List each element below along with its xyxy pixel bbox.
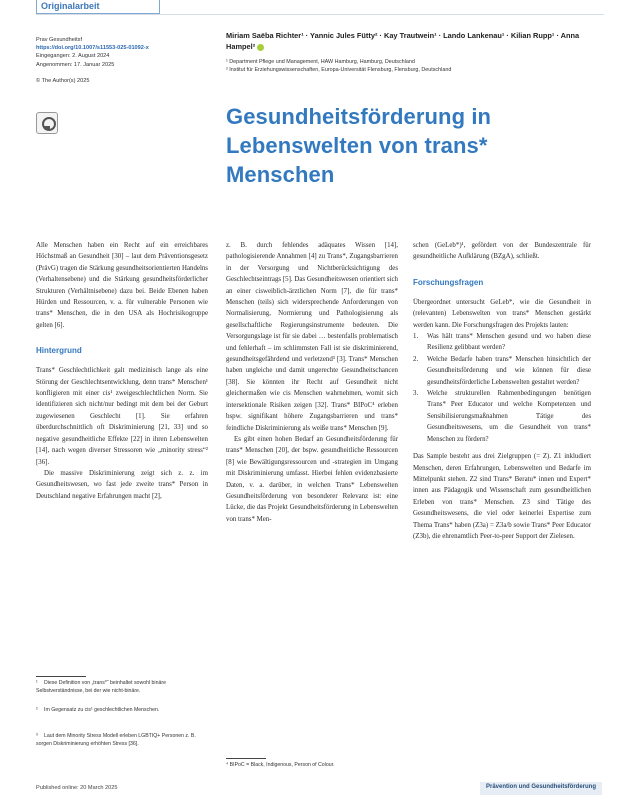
col3-intro: schen (GeLeb*)¹, gefördert von der Bundeszentrale für gesundheitliche Aufklärung (BZgA), schließt. [413,242,591,261]
footnote-4-text: BIPoC = Black, Indigenous, Person of Colour. [229,762,335,768]
footnote-2: ² Im Gegensatz zu cis¹ geschlechtlichen Menschen. [36,707,160,713]
author-list [226,30,606,52]
received-date: Eingegangen: 2. August 2024 [36,53,110,60]
journal-name-footer: Prävention und Gesundheitsförderung [480,782,602,795]
footnote-divider [36,676,86,677]
footnote-3-text: Laut dem Minority Stress Modell erleben LGBTIQ+ Personen z. B. sorgen Diskriminierung erhöhten Stress [36]. [36,733,196,748]
article-meta [36,36,211,85]
list-item: 3. Welche strukturellen Rahmenbedingungen benötigen Trans* Peer Educator und welche Kompetenzen und Sensibilisierungsmaßnahmen Tätige des Gesundheitswesens, um die Gesundheit von trans* Menschen zu fördern? [413,390,591,443]
question-3: Welche strukturellen Rahmenbedingungen benötigen Trans* Peer Educator und welche Kompetenzen und Sensibilisierungsmaßnahmen Tätige des Gesundheitswesens, um die Gesundheit von trans* Menschen zu fördern? [427,390,591,443]
publication-date: Published online: 20 March 2025 [36,785,118,791]
footnote-1: ¹ Diese Definition von „trans*“ beinhaltet sowohl binäre Selbstverständnisse, bei der wie nicht-binäre. [36,680,166,695]
section-label-tab [36,0,160,14]
copyright-notice: © The Author(s) 2025 [36,77,90,84]
accepted-date: Angenommen: 17. Januar 2025 [36,61,115,68]
article-title: Gesundheitsförderung in Lebenswelten von trans* Menschen [226,104,492,187]
column-1 [36,240,208,502]
footnote-1-text: Diese Definition von „trans*“ beinhaltet sowohl binäre Selbstverständnisse, bei der wie nicht-binäre. [36,680,166,695]
intro-paragraph: Alle Menschen haben ein Recht auf ein erreichbares Höchstmaß an Gesundheit [30] – laut dem Präventionsgesetz (PrävG) tragen die Stärkung gesundheitsorientierten Handelns (Verhaltensebene) und die Stärkung gesundheitsförderlicher Strukturen (Verhältnisebene) dazu bei. Beide Ebenen haben Hürden und Ressourcen, v. a. für vulnerable Personen wie trans* Menschen, die in den USA als Hochrisikogruppe gelten [6]. [36,242,208,329]
background-paragraph-2: Die massive Diskriminierung zeigt sich z. z. im Gesundheitswesen, wo fast jede zweite trans* Person in Deutschland negative Erfahrungen macht [2], [36,469,208,500]
list-item: 2. Welche Bedarfe haben trans* Menschen hinsichtlich der Gesundheitsförderung und wie können für diese gesundheitsförderliche Lebenswelten gestaltet werden? [413,355,591,386]
orcid-icon[interactable] [257,44,264,51]
affiliation-2: ² Institut für Erziehungswissenschaften, Europa-Universität Flensburg, Flensburg, Deutschland [226,67,452,74]
doi-link[interactable]: https://doi.org/10.1007/s11553-025-01092-x [36,45,149,52]
question-1: Was hält trans* Menschen gesund und wo haben diese Resilienz gelibbaut werden? [427,333,591,352]
col2-paragraph-1: z. B. durch fehlendes adäquates Wissen [14], pathologisierende Annahmen [4] zu Trans*, Zugangsbarrieren in der Versorgung und Nichtberücksichtigung des Geschlechtseintrags [5]. Das Gesundheitswesen orientiert sich an einer cisweiblich-ärztlichen Norm [7], die für trans* Menschen (teils) sich widersprechende Anforderungen von Normalisierung, Normierung und Pathologisierung als gesellschaftliche Regierungsinstrumente bedeuten. Die Versorgungslage ist für sie dabei … bestenfalls problematisch und fehlerhaft – im schlimmsten Fall ist sie diskriminierend, gesundheitsgefährdend und verletzend³ [3]. Trans* Menschen haben ungleiche und damit ungerechte Gesundheitschancen [38]. Sie könnten ihr Recht auf Gesundheit nicht gleichermaßen wie cis Menschen wahrnehmen, womit sich intersektionale Risiken zeigen [32]. Trans* BIPoC⁴ erleben bspw. signifikant höhere Zugangsbarrieren und trans* feindliche Diskriminierung als weiße trans* Menschen [9]. [226,242,398,432]
col2-paragraph-2: Es gibt einen hohen Bedarf an Gesundheitsförderung für trans* Menschen [20], der bspw. gesundheitliche Ressourcen [8] wie Bewältigungsressourcen und -strategien im Umgang mit Diskriminierung umfasst. Hierbei fehlen evidenzbasierte Daten, v. a. darüber, in welchen Trans* Lebenswelten Gesundheitsförderung von besonderer Relevanz ist: eine Lücke, die das Projekt Gesundheitsförderung in Lebenswelten von trans* Men- [226,435,398,523]
research-questions-list [413,331,591,445]
header-divider [36,14,604,15]
footnote-divider-2 [226,758,266,759]
research-questions-lead: Übergeordnet untersucht GeLeb*, wie die Gesundheit in (relevanten) Lebenswelten von trans* Menschen gestärkt werden kann. Die Forschungsfragen des Projekts lauten: [413,298,591,329]
affiliation-1: ¹ Department Pflege und Management, HAW Hamburg, Hamburg, Deutschland [226,59,415,65]
heading-hintergrund: Hintergrund [36,346,82,356]
heading-forschungsfragen: Forschungsfragen [413,277,484,287]
footnote-2-text: Im Gegensatz zu cis¹ geschlechtlichen Menschen. [44,707,160,713]
sample-paragraph: Das Sample besteht aus drei Zielgruppen (= Z). Z1 inkludiert Menschen, deren Erfahrungen, Lebenswelten und Bedarfe im Mittelpunkt stehen. Z2 sind Trans* Beratu* innen und Expert* innen aus Pädagogik und Wissenschaft zum gesundheitlichen Erleben von trans* Menschen. Z3 sind Tätige des Gesundheitswesens, die viel oder keinerlei Expertise zum Thema Trans* haben (Z3a) = Z3a/b sowie Trans* Peer Educator (Z3b), die ehrenamtlich Peer-to-peer Support der Zielesen. [413,453,591,540]
footnote-3: ³ Laut dem Minority Stress Modell erleben LGBTIQ+ Personen z. B. sorgen Diskriminierung erhöhten Stress [36]. [36,733,196,748]
background-paragraph-1: Trans* Geschlechtlichkeit galt medizinisch lange als eine Störung der Geschlechtsentwicklung, denn trans* Menschen¹ konfligieren mit einer cis¹ zweigeschlechtlichen Norm. Sie identifizieren sich nicht/nur bedingt mit dem bei der Geburt zugewiesenen Geschlecht [1]. Sie erfahren überdurchschnittlich oft Diskriminierung [21, 33] und so negative gesundheitliche Effekte [22] in ihren Lebenswelten [14], nach wegen diverser Stressoren wie „minority stress“² [36]. [36,367,208,466]
journal-abbrev: Prav Gesundheitsf [36,37,83,43]
footnote-4: ⁴ BIPoC = Black, Indigenous, Person of Colour. [226,762,335,768]
column-3 [413,240,591,542]
list-item: 1. Was hält trans* Menschen gesund und wo haben diese Resilienz gelibbaut werden? [413,333,591,352]
section-label: Originalarbeit [41,1,100,11]
affiliations [226,58,606,75]
question-2: Welche Bedarfe haben trans* Menschen hinsichtlich der Gesundheitsförderung und wie können für diese gesundheitsförderliche Lebenswelten gestaltet werden? [427,355,591,386]
authors-text: Miriam Saëba Richter¹ · Yannic Jules Fütty² · Kay Trautwein¹ · Lando Lankenau¹ · Kilian Rupp¹ · Anna Hampel² [226,31,580,51]
open-access-icon [36,112,58,134]
column-2 [226,240,398,525]
